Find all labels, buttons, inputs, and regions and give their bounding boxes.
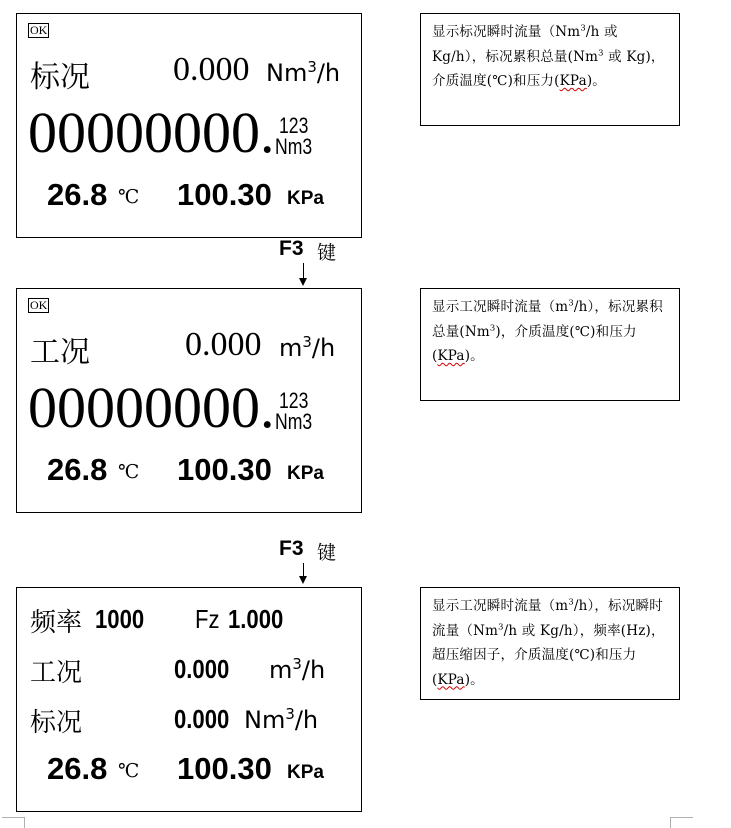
arrow-down-icon bbox=[303, 563, 304, 577]
instant-flow-unit: $m^3/h$ bbox=[279, 333, 336, 362]
pressure-value: 100.30 bbox=[177, 751, 272, 786]
lcd-screen-standard bbox=[16, 13, 362, 238]
instant-flow-value: 0.000 bbox=[173, 51, 250, 88]
description-text-1: 显示标况瞬时流量（Nm$^3$/h 或 Kg/h），标况累积总量(Nm$^3$ 或 Kg)，介质温度(℃)和压力(KPa)。 bbox=[432, 22, 665, 89]
total-volume-unit: Nm3 bbox=[275, 409, 313, 434]
temperature-unit: ℃ bbox=[118, 186, 140, 208]
description-box-1 bbox=[420, 13, 680, 126]
page-corner-mark bbox=[2, 817, 25, 828]
description-box-3 bbox=[420, 587, 680, 700]
pressure-unit: KPa bbox=[287, 762, 324, 783]
pressure-unit: KPa bbox=[287, 188, 324, 209]
key-text: 键 bbox=[317, 242, 337, 264]
page-corner-mark bbox=[670, 817, 693, 828]
total-volume-decimals: 123 bbox=[279, 113, 309, 138]
description-text-3: 显示工况瞬时流量$(m^3/h)$，标况瞬时流量（Nm$^3$/h 或 Kg/h），频率(Hz)，超压缩因子，介质温度(℃)和压力(KPa)。 bbox=[432, 596, 665, 688]
total-volume-dot: . bbox=[260, 375, 275, 440]
lcd-screen-working bbox=[16, 288, 362, 513]
temperature-unit: ℃ bbox=[118, 461, 140, 483]
total-volume-dot: . bbox=[260, 100, 275, 165]
frequency-label: 频率 bbox=[30, 608, 83, 638]
working-flow-value: 0.000 bbox=[174, 654, 230, 684]
frequency-value: 1000 bbox=[95, 604, 145, 634]
description-box-2 bbox=[420, 288, 680, 401]
instant-flow-value: 0.000 bbox=[185, 326, 262, 363]
instant-flow-unit: Nm$^3$/h bbox=[266, 58, 341, 87]
arrow-head-icon bbox=[299, 576, 307, 584]
description-text-2: 显示工况瞬时流量$(m^3/h)$，标况累积总量(Nm$^3$)，介质温度(℃)和压力(KPa)。 bbox=[432, 297, 663, 364]
temperature-value: 26.8 bbox=[47, 751, 108, 786]
total-volume-digits: 00000000 bbox=[28, 375, 260, 440]
total-volume-digits: 00000000 bbox=[28, 100, 260, 165]
mode-label: 工况 bbox=[30, 335, 90, 370]
standard-flow-value: 0.000 bbox=[174, 704, 230, 734]
pressure-value: 100.30 bbox=[177, 177, 272, 212]
temperature-unit: ℃ bbox=[118, 760, 140, 782]
ok-indicator: OK bbox=[30, 298, 48, 312]
f3-key-label: F3 bbox=[279, 237, 304, 260]
total-volume-unit: Nm3 bbox=[275, 134, 313, 159]
pressure-value: 100.30 bbox=[177, 452, 272, 487]
pressure-unit: KPa bbox=[287, 463, 324, 484]
f3-key-label: F3 bbox=[279, 537, 304, 560]
mode-label: 标况 bbox=[30, 60, 90, 95]
key-text: 键 bbox=[317, 542, 337, 564]
temperature-value: 26.8 bbox=[47, 452, 108, 487]
working-flow-unit: $m^3/h$ bbox=[269, 655, 326, 684]
standard-label: 标况 bbox=[30, 708, 83, 738]
lcd-screen-frequency bbox=[16, 587, 362, 812]
ok-indicator: OK bbox=[30, 23, 48, 37]
working-label: 工况 bbox=[30, 658, 83, 688]
standard-flow-unit: Nm$^3$/h bbox=[244, 705, 319, 734]
total-volume-decimals: 123 bbox=[279, 388, 309, 413]
temperature-value: 26.8 bbox=[47, 177, 108, 212]
fz-label: Fz bbox=[195, 604, 220, 634]
fz-value: 1.000 bbox=[228, 604, 284, 634]
arrow-down-icon bbox=[303, 263, 304, 279]
arrow-head-icon bbox=[299, 278, 307, 286]
